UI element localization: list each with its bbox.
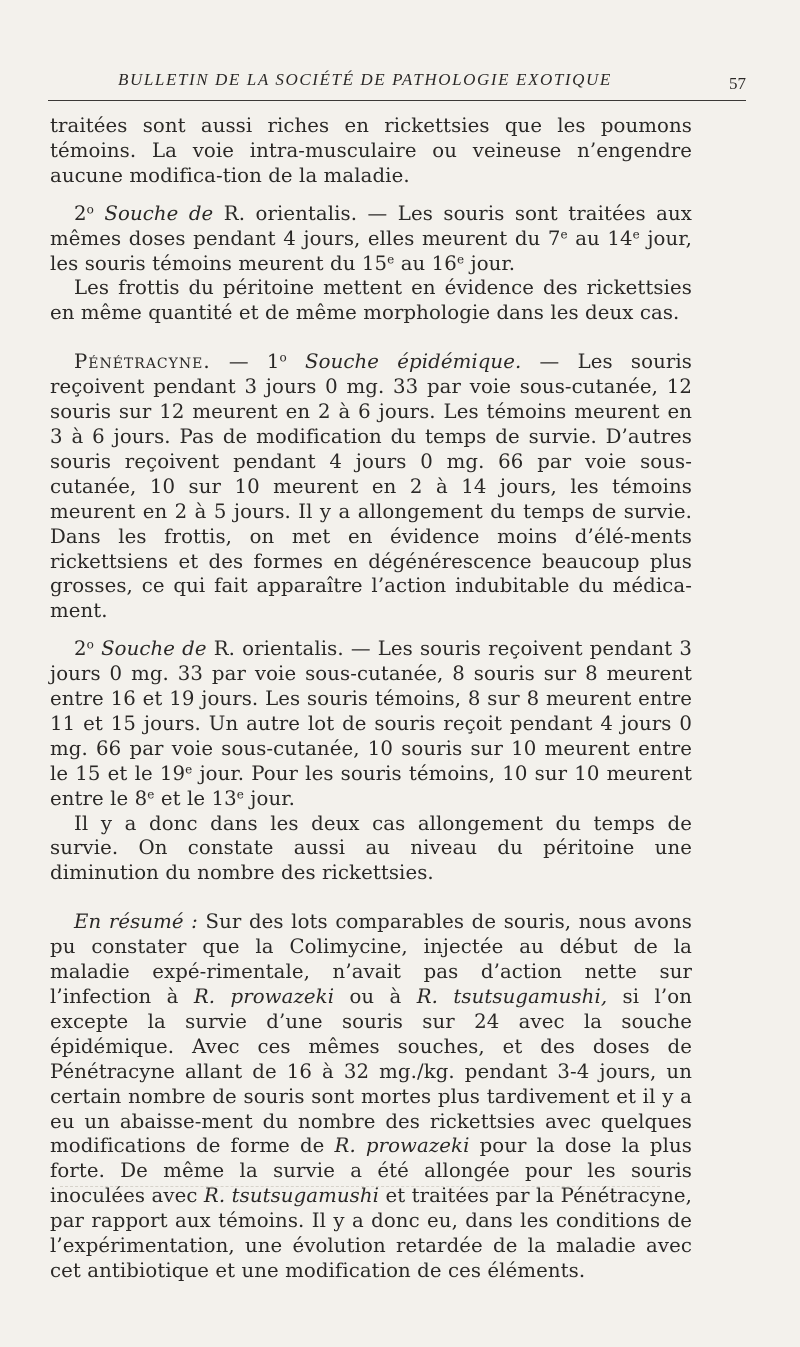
p7-t1: Sur des lots comparables de souris, nous avons pu constater que la Colimycine, injectée au début de la maladie expé-rimentale, n’avait pas d’action nette sur l’infection à (50, 910, 692, 1008)
p7-lead: En résumé : (74, 910, 198, 934)
p4-deg: o (279, 350, 287, 365)
p2-rest-b: au 14 (567, 226, 633, 250)
paragraph-5 (50, 637, 692, 811)
paragraph-2 (50, 202, 692, 277)
p2-r: R. (223, 201, 246, 225)
p2-e1: e (560, 227, 568, 242)
p2-rest-e: jour. (464, 251, 516, 275)
p5-deg: o (86, 637, 94, 652)
running-header (48, 70, 746, 101)
p2-souche: Souche de (104, 201, 214, 225)
paragraph-4 (50, 350, 692, 624)
p5-num: 2 (74, 637, 87, 661)
p5-souche: Souche de (101, 637, 207, 661)
p7-t5: et traitées par la Pénétracyne, par rapport aux témoins. Il y a donc eu, dans les conditions de l’expérimentation, une évolution retardée de la maladie avec cet antibiotique et une modification de ces éléments. (50, 1184, 692, 1282)
p5-text-b: jour. Pour les souris témoins, 10 sur 10 meurent entre le 8 (50, 761, 692, 810)
p7-species-4: R. tsutsugamushi (203, 1184, 380, 1208)
paragraph-3-text: Les frottis du péritoine mettent en évidence des rickettsies en même quantité et de même morphologie dans les deux cas. (50, 276, 692, 325)
p2-rest-d: au 16 (394, 251, 457, 275)
p5-r: R. (213, 637, 236, 661)
p4-souche: Souche épidémique. (286, 350, 522, 374)
p5-e3: e (236, 787, 244, 802)
body-text (50, 114, 692, 1284)
paragraph-3 (50, 276, 692, 326)
bleed-through-rule (60, 1186, 660, 1187)
p5-e1: e (185, 762, 193, 777)
p2-deg: o (86, 202, 94, 217)
p2-e3: e (387, 251, 395, 266)
p5-e2: e (147, 787, 155, 802)
paragraph-7 (50, 910, 692, 1284)
p2-rest-c: jour, les souris témoins meurent du 15 (50, 226, 692, 275)
p4-num: 1 (266, 350, 280, 374)
p2-e2: e (632, 227, 640, 242)
paragraph-1-text: traitées sont aussi riches en rickettsies que les poumons témoins. La voie intra-musculaire ou veineuse n’engendre aucune modifica-tion de la maladie. (50, 114, 692, 187)
p4-label: Pénétracyne. (74, 350, 211, 374)
page-number: 57 (729, 74, 746, 93)
p7-species-1: R. prowazeki (193, 985, 335, 1008)
p5-text-d: jour. (243, 786, 295, 810)
p5-text-c: et le 13 (154, 786, 237, 810)
p2-rest-a: orientalis. — Les souris sont traitées aux mêmes doses pendant 4 jours, elles meurent du 7 (50, 201, 693, 250)
p7-t4: pour la dose la plus forte. De même la survie a été allongée pour les souris inoculées avec (50, 1134, 692, 1208)
p7-species-3: R. prowazeki (334, 1134, 470, 1158)
p2-num: 2 (74, 201, 87, 225)
p5-text-a: orientalis. — Les souris reçoivent pendant 3 jours 0 mg. 33 par voie sous-cutanée, 8 souris sur 8 meurent entre 16 et 19 jours. Les souris témoins, 8 sur 8 meurent entre 11 et 15 jours. Un autre lot de souris reçoit pendant 4 jours 0 mg. 66 par voie sous-cutanée, 10 souris sur 10 meurent entre le 15 et le 19 (50, 637, 693, 785)
p4-dash: — (210, 350, 267, 374)
p4-text: — Les souris reçoivent pendant 3 jours 0 mg. 33 par voie sous-cutanée, 12 souris sur 12 meurent en 2 à 6 jours. Les témoins meurent en 3 à 6 jours. Pas de modification du temps de survie. D’autres souris reçoivent pendant 4 jours 0 mg. 66 par voie sous-cutanée, 10 sur 10 meurent en 2 à 14 jours, les témoins meurent en 2 à 5 jours. Il y a allongement du temps de survie. Dans les frottis, on met en évidence moins d’élé-ments rickettsiens et des formes en dégénérescence beaucoup plus grosses, ce qui fait apparaître l’action indubitable du médica-ment. (50, 350, 692, 623)
p7-t3: si l’on excepte la survie d’une souris sur 24 avec la souche épidémique. Avec ces mêmes souches, et des doses de Pénétracyne allant de 16 à 32 mg./kg. pendant 3-4 jours, un certain nombre de souris sont mortes plus tardivement et il y a eu un abaisse-ment du nombre des rickettsies avec quelques modifications de forme de (50, 985, 692, 1158)
running-title: BULLETIN DE LA SOCIÉTÉ DE PATHOLOGIE EXOTIQUE (118, 70, 612, 89)
paragraph-1 (50, 114, 692, 189)
paragraph-6 (50, 812, 692, 887)
paragraph-6-text: Il y a donc dans les deux cas allongement du temps de survie. On constate aussi au niveau du péritoine une diminution du nombre des rickettsies. (50, 811, 692, 885)
p2-e4: e (456, 251, 465, 266)
p7-species-2: R. tsutsugamushi, (416, 985, 608, 1008)
p7-t2: ou à (334, 985, 417, 1008)
